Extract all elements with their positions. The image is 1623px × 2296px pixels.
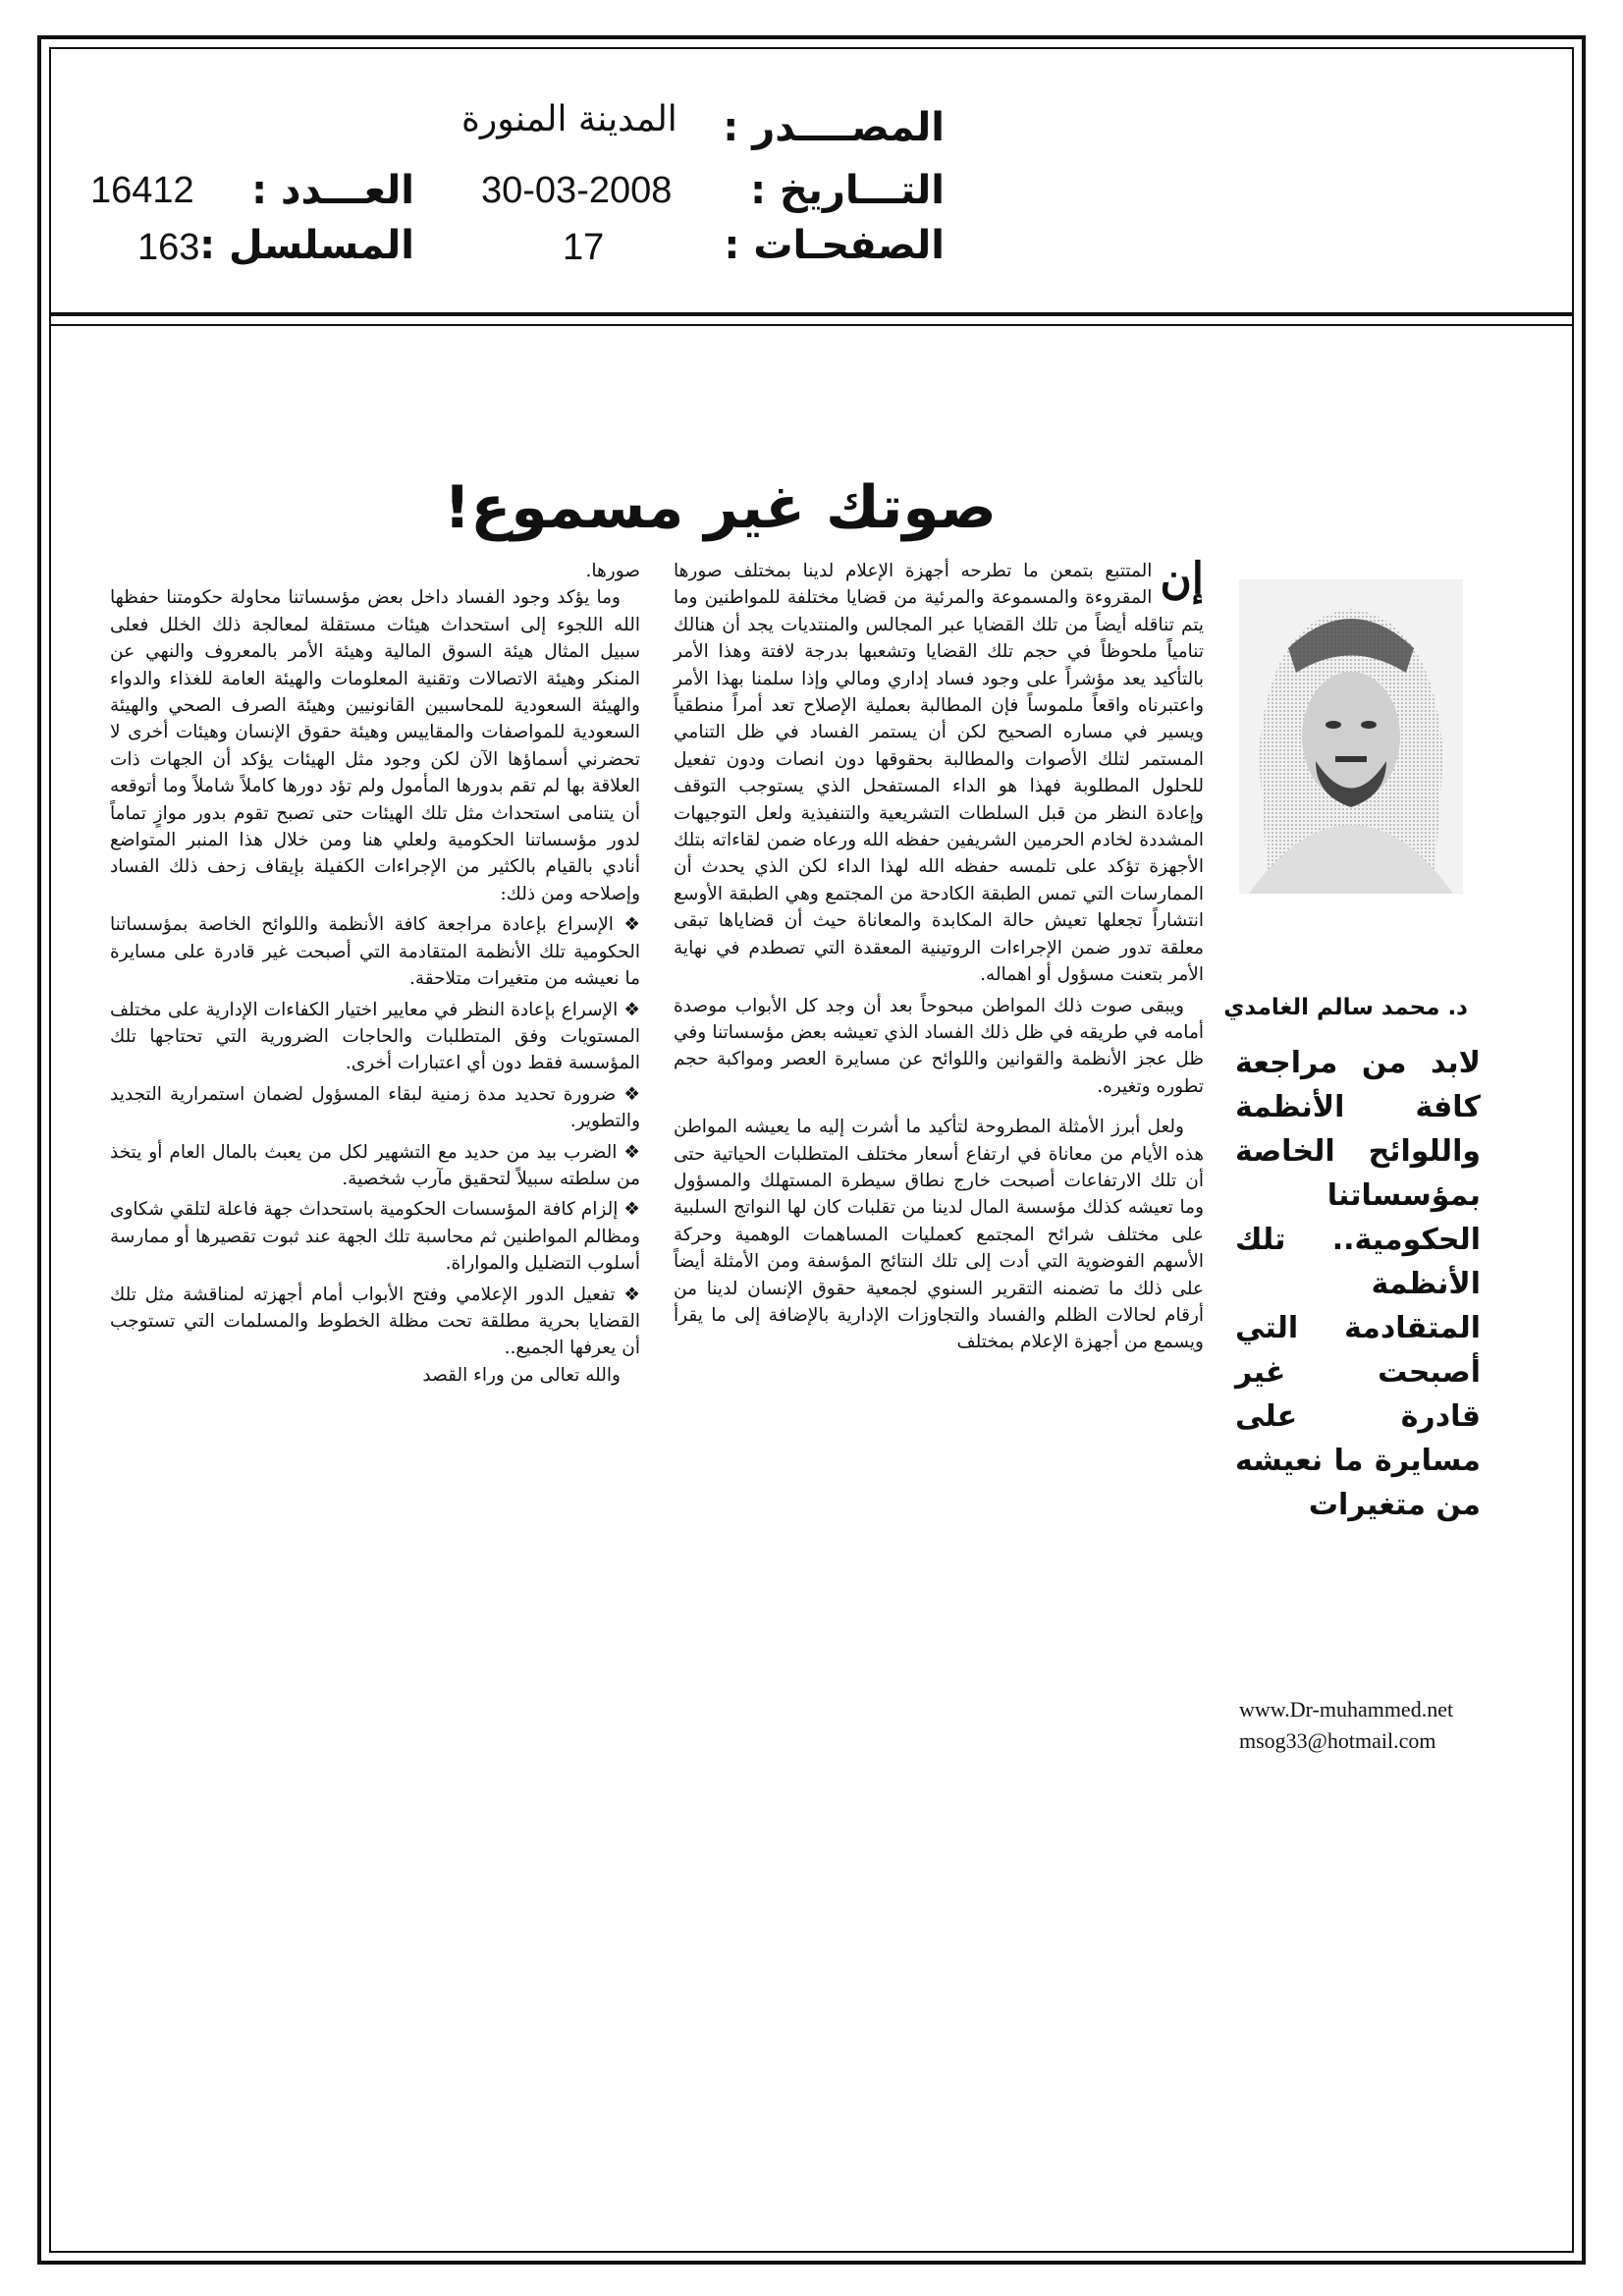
paragraph: صورها. xyxy=(585,561,640,581)
bullet-item: ❖ الإسراع بإعادة مراجعة كافة الأنظمة واللوائح الخاصة بمؤسساتنا الحكومية تلك الأنظمة المتقادمة التي أصبحت غير قادرة على مسايرة ما نعيشه من متغيرات متلاحقة. xyxy=(110,914,640,990)
source-label: المصــــدر : xyxy=(723,105,945,150)
bullet-item: ❖ إلزام كافة المؤسسات الحكومية باستحداث جهة فاعلة لتلقي شكاوى ومظالم المواطنين ثم محاسبة تلك الجهة عند ثبوت تقصيرها أو ممارسة أسلوب التضليل والمواراة. xyxy=(110,1199,640,1275)
date-value: 30-03-2008 xyxy=(481,170,673,211)
bullet-item: ❖ الضرب بيد من حديد مع التشهير لكل من يعبث بالمال العام أو يتخذ من سلطته سبيلاً لتحقيق مآرب شخصية. xyxy=(110,1141,640,1189)
email-link[interactable]: msog33@hotmail.com xyxy=(1239,1728,1436,1753)
header-divider-thin xyxy=(49,324,1574,326)
website-link[interactable]: www.Dr-muhammed.net xyxy=(1239,1697,1454,1722)
serial-label: المسلسل : xyxy=(199,223,414,268)
issue-label: العـــدد : xyxy=(251,168,414,213)
bullet-item: ❖ تفعيل الدور الإعلامي وفتح الأبواب أمام أجهزته لمناقشة مثل تلك القضايا بحرية مطلقة تحت مظلة الخطوط والمسلمات التي تستوجب أن يعرفها الجميع.. xyxy=(110,1284,640,1359)
closing-line: والله تعالى من وراء القصد xyxy=(422,1364,621,1386)
bullet-item: ❖ الإسراع بإعادة النظر في معايير اختيار الكفاءات الإدارية على مختلف المستويات وفق المتطلبات والحاجات الضرورية التي تحتاجها تلك المؤسسة فقط دون أي اعتبارات أخرى. xyxy=(110,999,640,1074)
source-value: المدينة المنورة xyxy=(461,99,677,139)
header-divider xyxy=(49,312,1574,316)
paragraph: ولعل أبرز الأمثلة المطروحة لتأكيد ما أشرت إليه ما يعيشه المواطن هذه الأيام من معاناة في ارتفاع أسعار مختلف المتطلبات الحياتية حتى أن تلك الارتفاعات أصبحت خارج نطاق سيطرة المستهلك والمسؤول وما تعيشه كذلك مؤسسة المال لدينا من تقلبات كان لها النواتج السلبية على مختلف شرائح المجتمع كعمليات المساهمات الوهمية وحركة الأسهم الفوضوية التي أدت إلى تلك النتائج المؤسفة ومن الأمثلة أيضاً على ذلك ما تضمنه التقرير السنوي لجمعية حقوق الإنسان لدينا من أرقام لحالات الظلم والفساد والتجاوزات الإدارية بالإضافة إلى ما يقرأ ويسمع من أجهزة الإعلام بمختلف xyxy=(674,1117,1204,1353)
paragraph-text: المتتبع بتمعن ما تطرحه أجهزة الإعلام لدينا بمختلف صورها المقروءة والمسموعة والمرئية من قضايا مختلفة للمواطنين وما يتم تناقله أيضاً من تلك القضايا عبر المجالس والمنتديات يجد أن هنالك تنامياً ملحوظاً في حجم تلك القضايا وتشعبها بدرجة لافتة وهذا الأمر بالتأكيد يعد مؤشراً على وجود فساد إداري ومالي وإذا سلمنا بهذا الأمر واعتبرناه واقعاً ملموساً فإن المطالبة بعملية الإصلاح تعد أمراً منطقياً ويسير في مساره الصحيح لكن أن يستمر الفساد في ظل التنامي المستمر لتلك الأصوات والمطالبة بحقوقها دون انصات ودون تفعيل للحلول المطلوبة فهذا هو الداء المستفحل الذي يستوجب التوقف وإعادة النظر من قبل السلطات التشريعية والتنفيذية ولعل التوجيهات المشددة لخادم الحرمين الشريفين حفظه الله ورعاه ضمن لقاءاته بتلك الأجهزة تؤكد على تلمسه حفظه الله لهذا الداء لكن الذي يحدث أن الممارسات التي تمس الطبقة الكادحة من المجتمع وهي الطبقة الأوسع انتشاراً تجعلها تعيش حالة المكابدة والمعاناة حيث أن قضاياها تبقى معلقة تدور ضمن الإجراءات الروتينية المعقدة التي تصطدم في نهاية الأمر بتعنت مسؤول أو اهماله. xyxy=(674,561,1204,986)
paragraph: وما يؤكد وجود الفساد داخل بعض مؤسساتنا محاولة حكومتنا حفظها الله اللجوء إلى استحداث هيئات مستقلة لمعالجة ذلك الخلل فعلى سبيل المثال هيئة السوق المالية وهيئة الأمر بالمعروف والنهي عن المنكر وهيئة الاتصالات وتقنية المعلومات والهيئة العامة للغذاء والدواء والهيئة السعودية للمحاسبين القانونيين وهيئة الصرف الصحي والهيئة السعودية للمواصفات والمقاييس وهيئة حقوق الإنسان وهيئات أخرى لا تحضرني أسماؤها الآن لكن وجود مثل الهيئات يؤكد أن الجهات ذات العلاقة بها لم تقم بدورها المأمول ولم تؤد دورها كاملاً شاملاً وما أتوقعه أن يتنامى استحداث مثل تلك الهيئات حتى تصبح تقوم بدور موازٍ تماماً لدور مؤسساتنا الحكومية ولعلي هنا ومن خلال هذا المنبر المتواضع أنادي بالقيام بالكثير من الإجراءات الكفيلة بإيقاف زحف ذلك الفساد وإصلاحه ومن ذلك: xyxy=(110,587,640,904)
date-label: التـــاريخ : xyxy=(750,168,945,213)
pages-value: 17 xyxy=(563,227,605,268)
bullet-item: ❖ ضرورة تحديد مدة زمنية لبقاء المسؤول لضمان استمرارية التجديد والتطوير. xyxy=(110,1083,640,1132)
article-column-left xyxy=(110,558,640,1389)
paragraph: ويبقى صوت ذلك المواطن مبحوحاً بعد أن وجد كل الأبواب موصدة أمامه في طريقه في ظل ذلك الفساد الذي تعيشه بعض مؤسساتنا وفي ظل عجز الأنظمة والقوانين واللوائح عن مسايرة العصر ومواكبة حجم تطوره وتغيره. xyxy=(674,995,1204,1097)
drop-cap: إن xyxy=(1160,554,1204,604)
issue-value: 16412 xyxy=(90,170,194,211)
pull-quote: لابد من مراجعة كافة الأنظمة واللوائح الخاصة بمؤسساتنا الحكومية.. تلك الأنظمة المتقادمة التي أصبحت غير قادرة على مسايرة ما نعيشه من متغيرات xyxy=(1235,1046,1481,1522)
pages-label: الصفحـات : xyxy=(724,223,945,268)
paragraph xyxy=(674,554,1204,989)
author-name: د. محمد سالم الغامدي xyxy=(1223,995,1468,1020)
article-title: صوتك غير مسموع! xyxy=(444,473,997,542)
serial-value: 163 xyxy=(137,227,200,268)
article-column-right xyxy=(674,554,1204,1356)
author-photo xyxy=(1239,579,1463,894)
